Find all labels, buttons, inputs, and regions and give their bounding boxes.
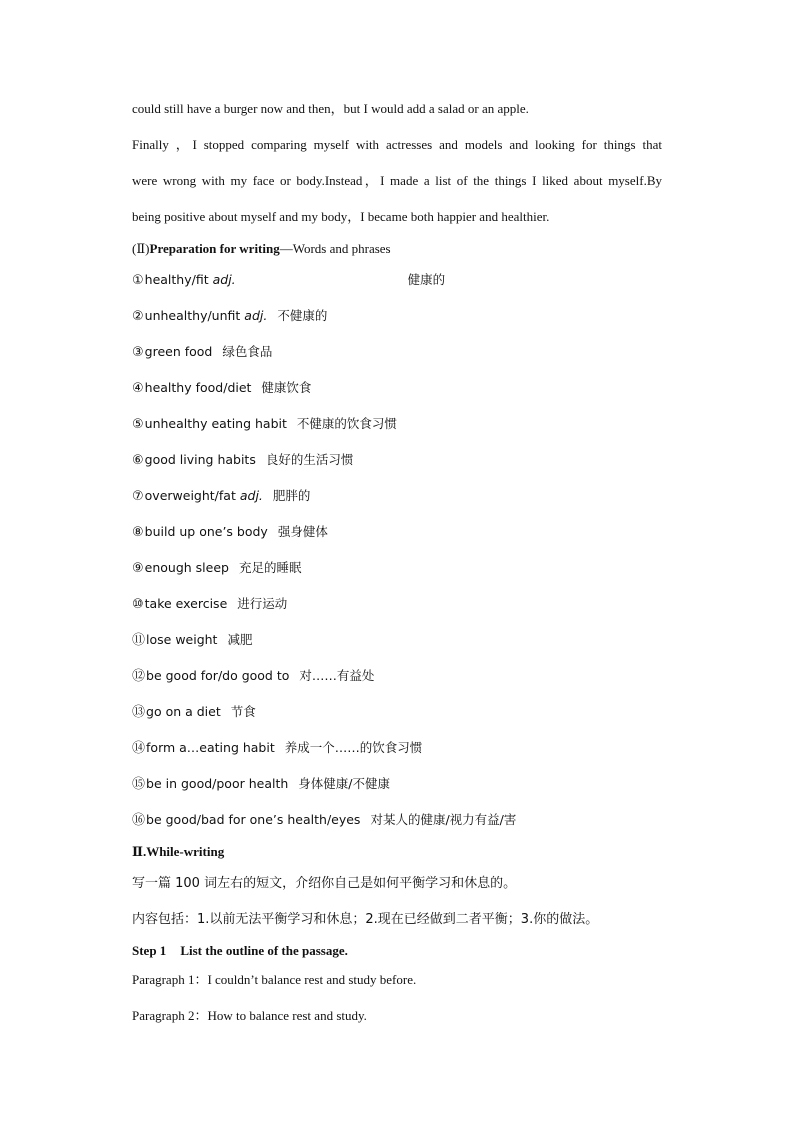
- task-content: 内容包括：1.以前无法平衡学习和休息；2.现在已经做到二者平衡；3.你的做法。: [132, 912, 599, 927]
- vocab-english: be good/bad for one’s health/eyes: [146, 812, 361, 827]
- vocab-chinese: 健康饮食: [261, 380, 312, 395]
- prep-heading: [132, 241, 391, 257]
- vocab-english: green food: [144, 344, 213, 359]
- prep-bold: Preparation for writing: [149, 241, 280, 256]
- vocab-english: enough sleep: [144, 560, 229, 575]
- vocab-pos: adj.: [212, 272, 236, 287]
- vocab-english: overweight/fat: [144, 488, 236, 503]
- step-label: Step 1: [132, 943, 167, 958]
- vocab-english: lose weight: [146, 632, 218, 647]
- vocab-number: ⑥: [132, 453, 144, 468]
- vocab-pos: adj.: [239, 488, 263, 503]
- vocab-english: healthy/fit: [144, 272, 209, 287]
- vocab-number: ③: [132, 345, 144, 360]
- vocab-chinese: 强身健体: [277, 524, 328, 539]
- vocab-item-1: [132, 272, 445, 289]
- vocab-pos: adj.: [244, 308, 268, 323]
- vocab-chinese: 养成一个……的饮食习惯: [284, 740, 423, 755]
- step-1-heading: [132, 943, 348, 959]
- passage-line-2: Finally ，I stopped comparing myself with actresses and models and looking for things that: [132, 137, 662, 152]
- vocab-item-8: [132, 524, 328, 541]
- vocab-number: ⑦: [132, 489, 144, 504]
- vocab-item-12: [132, 668, 374, 685]
- vocab-chinese: 肥胖的: [272, 488, 311, 503]
- vocab-chinese: 身体健康/不健康: [298, 776, 390, 791]
- vocab-chinese: 不健康的饮食习惯: [296, 416, 397, 431]
- paragraph-1-outline: Paragraph 1：I couldn’t balance rest and study before.: [132, 972, 417, 987]
- vocab-item-11: [132, 632, 252, 649]
- vocab-item-2: [132, 308, 327, 325]
- vocab-english: be in good/poor health: [146, 776, 289, 791]
- vocab-item-9: [132, 560, 301, 577]
- prep-prefix: (Ⅱ): [132, 241, 150, 256]
- while-writing-heading: Ⅱ.While-writing: [132, 844, 225, 859]
- vocab-english: healthy food/diet: [144, 380, 252, 395]
- vocab-item-3: [132, 344, 272, 361]
- vocab-number: ⑧: [132, 525, 144, 540]
- paragraph-2-outline: Paragraph 2：How to balance rest and study.: [132, 1008, 367, 1023]
- vocab-item-10: [132, 596, 287, 613]
- vocab-english: form a…eating habit: [146, 740, 275, 755]
- vocab-english: unhealthy/unfit: [144, 308, 241, 323]
- vocab-english: take exercise: [144, 596, 228, 611]
- vocab-chinese: 良好的生活习惯: [265, 452, 354, 467]
- step-text: List the outline of the passage.: [180, 943, 348, 958]
- vocab-number: ⑮: [132, 777, 146, 792]
- vocab-english: be good for/do good to: [146, 668, 290, 683]
- prep-dash: —: [279, 241, 293, 256]
- vocab-chinese: 节食: [230, 704, 256, 719]
- vocab-number: ①: [132, 273, 144, 288]
- vocab-number: ⑩: [132, 597, 144, 612]
- vocab-chinese: 减肥: [227, 632, 253, 647]
- passage-line-4: being positive about myself and my body，I became both happier and healthier.: [132, 209, 550, 224]
- vocab-item-14: [132, 740, 422, 757]
- vocab-number: ⑭: [132, 741, 146, 756]
- vocab-number: ⑯: [132, 813, 146, 828]
- task-instruction: 写一篇 100 词左右的短文，介绍你自己是如何平衡学习和休息的。: [132, 876, 517, 891]
- vocab-item-7: [132, 488, 310, 505]
- prep-rest: Words and phrases: [292, 241, 391, 256]
- vocab-english: good living habits: [144, 452, 256, 467]
- vocab-number: ⑬: [132, 705, 146, 720]
- vocab-chinese: 进行运动: [237, 596, 288, 611]
- vocab-number: ⑤: [132, 417, 144, 432]
- vocab-item-16: [132, 812, 516, 829]
- vocab-english: go on a diet: [146, 704, 221, 719]
- vocab-english: build up one’s body: [144, 524, 268, 539]
- passage-line-3: were wrong with my face or body.Instead，I made a list of the things I liked about myself.By: [132, 173, 662, 188]
- vocab-number: ④: [132, 381, 144, 396]
- vocab-item-6: [132, 452, 353, 469]
- vocab-chinese: 充足的睡眠: [238, 560, 302, 575]
- vocab-item-13: [132, 704, 256, 721]
- vocab-chinese: 对……有益处: [299, 668, 375, 683]
- vocab-item-15: [132, 776, 390, 793]
- vocab-chinese: 对某人的健康/视力有益/害: [370, 812, 517, 827]
- vocab-number: ⑨: [132, 561, 144, 576]
- vocab-number: ⑪: [132, 633, 146, 648]
- vocab-number: ②: [132, 309, 144, 324]
- vocab-chinese: 不健康的: [277, 308, 328, 323]
- vocab-item-5: [132, 416, 397, 433]
- vocab-chinese: 健康的: [407, 272, 446, 287]
- passage-line-1: could still have a burger now and then，but I would add a salad or an apple.: [132, 101, 529, 116]
- vocab-chinese: 绿色食品: [222, 344, 273, 359]
- vocab-english: unhealthy eating habit: [144, 416, 287, 431]
- vocab-number: ⑫: [132, 669, 146, 684]
- vocab-item-4: [132, 380, 311, 397]
